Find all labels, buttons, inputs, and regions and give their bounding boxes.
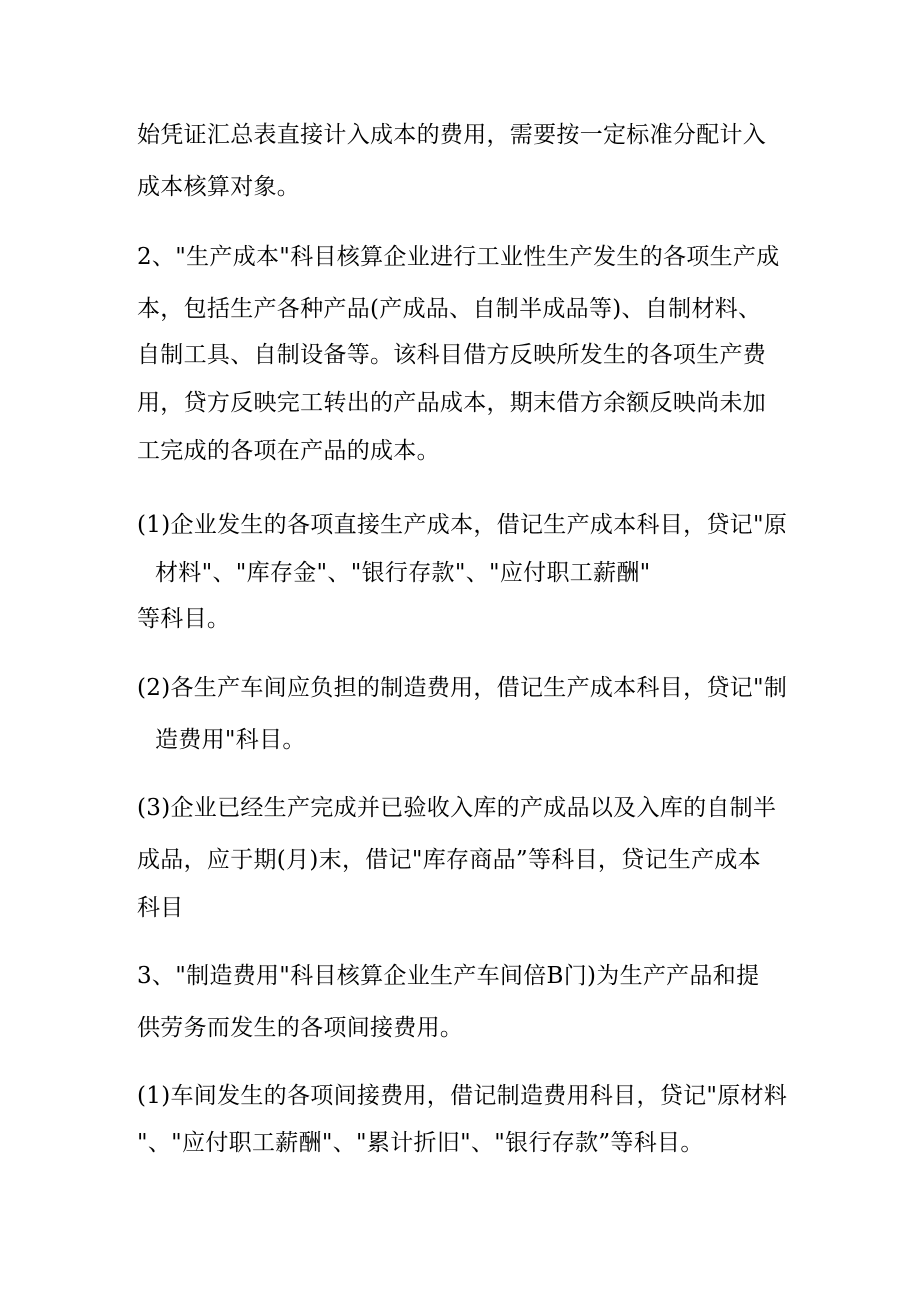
paragraph-2-line-4: 用，贷方反映完工转出的产品成本，期末借方余额反映尚未加 [137,390,767,416]
paragraph-3-line-3: 等科目。 [137,606,231,632]
paragraph-4-line-1: (2)各生产车间应负担的制造费用，借记生产成本科目，贷记"制 [137,675,788,701]
paragraph-2-line-3: 自制工具、自制设备等。该科目借方反映所发生的各项生产费 [137,342,767,368]
paragraph-5-line-1: (3)企业已经生产完成并已验收入库的产成品以及入库的自制半 [137,795,777,821]
paragraph-3-line-2: 材料"、"库存金"、"银行存款"、"应付职工薪酬" [155,560,651,586]
paragraph-2-line-5: 工完成的各项在产品的成本。 [137,438,440,464]
paragraph-6-line-2: 供劳务而发生的各项间接费用。 [137,1015,464,1041]
paragraph-1-line-1: 始凭证汇总表直接计入成本的费用，需要按一定标准分配计入 [137,122,767,148]
paragraph-1-line-2: 成本核算对象。 [137,174,301,200]
paragraph-7-line-1: (1)车间发生的各项间接费用，借记制造费用科目，贷记"原材料 [137,1083,788,1109]
paragraph-5-line-3: 科目 [137,895,184,921]
paragraph-2-line-2: 本，包括生产各种产品(产成品、自制半成品等)、自制材料、 [137,296,762,322]
paragraph-3-line-1: (1)企业发生的各项直接生产成本，借记生产成本科目，贷记"原 [137,512,788,538]
paragraph-7-line-2: "、"应付职工薪酬"、"累计折旧"、"银行存款”等科目。 [137,1130,704,1156]
paragraph-4-line-2: 造费用"科目。 [155,727,306,753]
paragraph-2-line-1: 2、"生产成本"科目核算企业进行工业性生产发生的各项生产成 [137,244,780,270]
paragraph-5-line-2: 成品，应于期(月)末，借记"库存商品”等科目，贷记生产成本 [137,847,761,873]
paragraph-6-line-1: 3、"制造费用"科目核算企业生产车间倍B门)为生产产品和提 [137,963,760,989]
